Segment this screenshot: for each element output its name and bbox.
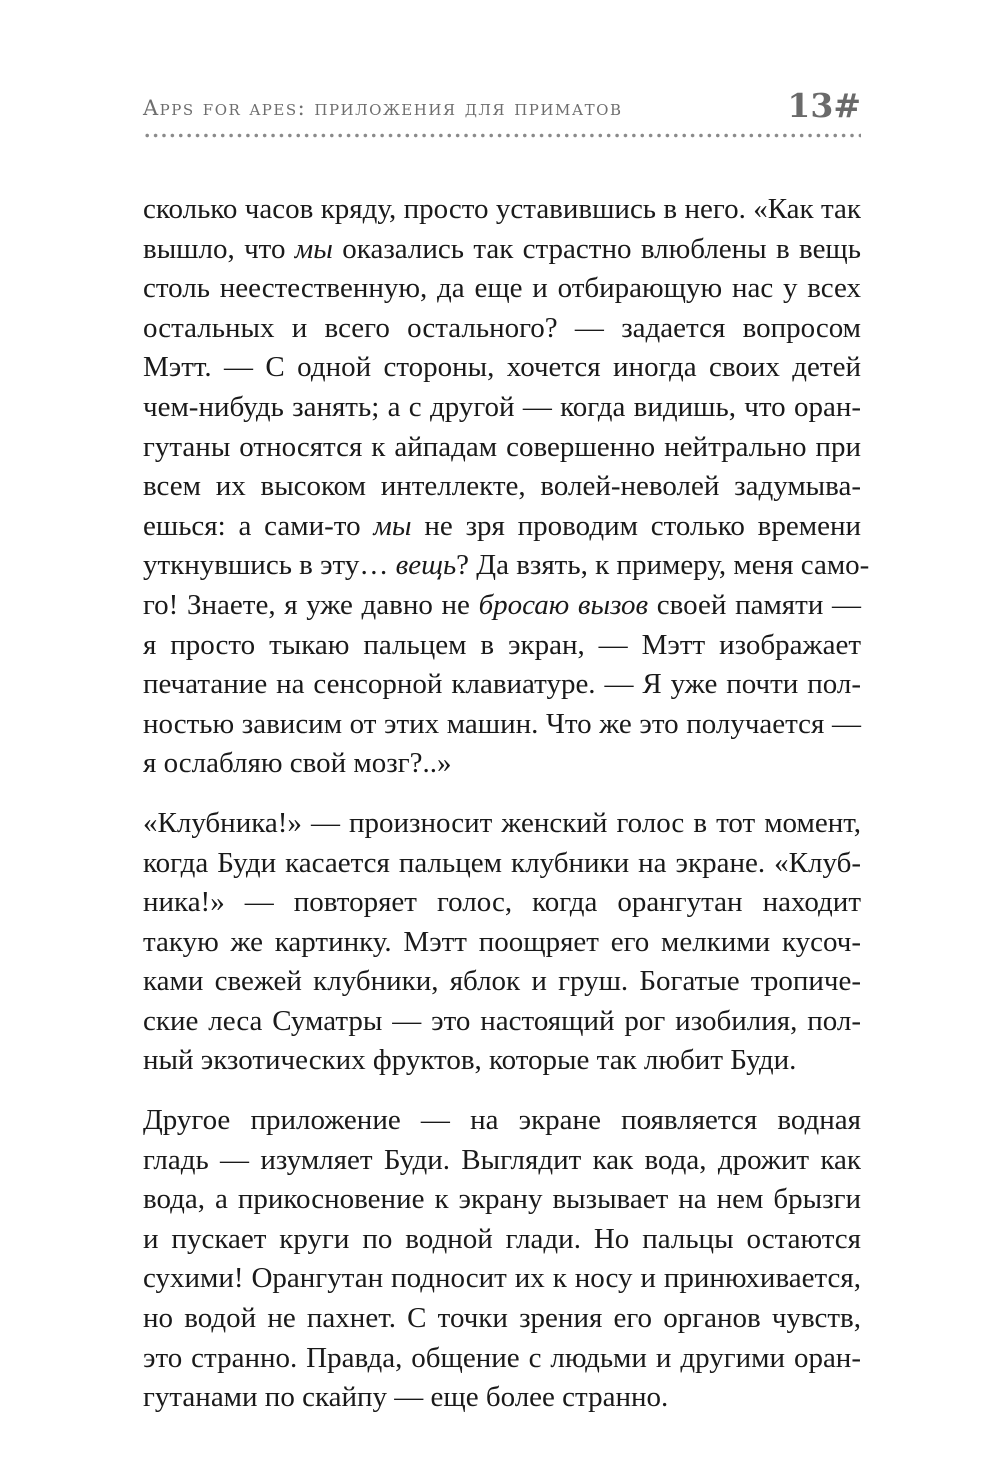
text-line: остальных и всего остального? — задается вопросом: [143, 311, 861, 344]
running-title: Apps for apes: приложения для приматов: [143, 96, 623, 120]
text-line: ские леса Суматры — это настоящий рог изобилия, пол-: [143, 1004, 861, 1037]
emphasis: вещь: [395, 549, 457, 582]
text-line: го! Знаете, я уже давно не бросаю вызов своей памяти —: [143, 588, 861, 621]
text-line: сколько часов кряду, просто уставившись в него. «Как так: [143, 193, 861, 225]
text-line: когда Буди касается пальцем клубники на экране. «Клуб-: [143, 846, 861, 879]
text-line: всем их высоком интеллекте, волей-неволей задумыва-: [143, 470, 861, 503]
text-line: столь неестественную, да еще и отбирающую нас у всех: [143, 272, 861, 305]
text-line: это странно. Правда, общение с людьми и другими оран-: [143, 1341, 861, 1374]
running-head: [143, 86, 861, 138]
text-line: уткнувшись в эту… вещь? Да взять, к примеру, меня само-: [143, 549, 870, 582]
text-line: но водой не пахнет. С точки зрения его органов чувств,: [143, 1302, 861, 1335]
text-line: ный экзотических фруктов, которые так любит Буди.: [143, 1044, 797, 1077]
paragraph: [143, 190, 870, 784]
emphasis: мы: [294, 232, 333, 265]
text-line: сухими! Орангутан подносит их к носу и принюхивается,: [143, 1262, 861, 1295]
emphasis: бросаю вызов: [478, 588, 649, 621]
text-line: ками свежей клубники, яблок и груш. Богатые тропиче-: [143, 965, 861, 998]
page-number: 13#: [787, 86, 861, 125]
emphasis: мы: [373, 509, 412, 542]
text-line: печатание на сенсорной клавиатуре. — Я уже почти пол-: [143, 668, 861, 701]
paragraph: [143, 1101, 861, 1418]
text-line: ностью зависим от этих машин. Что же это получается —: [143, 707, 861, 740]
paragraph: [143, 804, 861, 1081]
text-line: и пускает круги по водной глади. Но пальцы остаются: [143, 1222, 861, 1255]
text-line: гутаны относятся к айпадам совершенно нейтрально при: [143, 430, 861, 463]
text-line: чем-нибудь занять; а с другой — когда видишь, что оран-: [143, 390, 861, 423]
dotted-rule: [143, 133, 861, 138]
text-line: я ослабляю свой мозг?..»: [143, 747, 452, 780]
text-line: Другое приложение — на экране появляется водная: [143, 1104, 861, 1137]
text-line: гутанами по скайпу — еще более странно.: [143, 1381, 669, 1414]
text-line: Мэтт. — С одной стороны, хочется иногда своих детей: [143, 351, 861, 384]
body-text: [143, 190, 870, 1438]
text-line: ника!» — повторяет голос, когда орангутан находит: [143, 886, 861, 919]
text-line: «Клубника!» — произносит женский голос в тот момент,: [143, 806, 861, 839]
text-line: такую же картинку. Мэтт поощряет его мелкими кусоч-: [143, 925, 861, 958]
text-line: ешься: а сами-то мы не зря проводим столько времени: [143, 509, 861, 542]
text-line: вода, а прикосновение к экрану вызывает на нем брызги: [143, 1183, 861, 1216]
text-line: вышло, что мы оказались так страстно влюблены в вещь: [143, 232, 861, 265]
text-line: гладь — изумляет Буди. Выглядит как вода, дрожит как: [143, 1143, 861, 1176]
text-line: я просто тыкаю пальцем в экран, — Мэтт изображает: [143, 628, 861, 661]
